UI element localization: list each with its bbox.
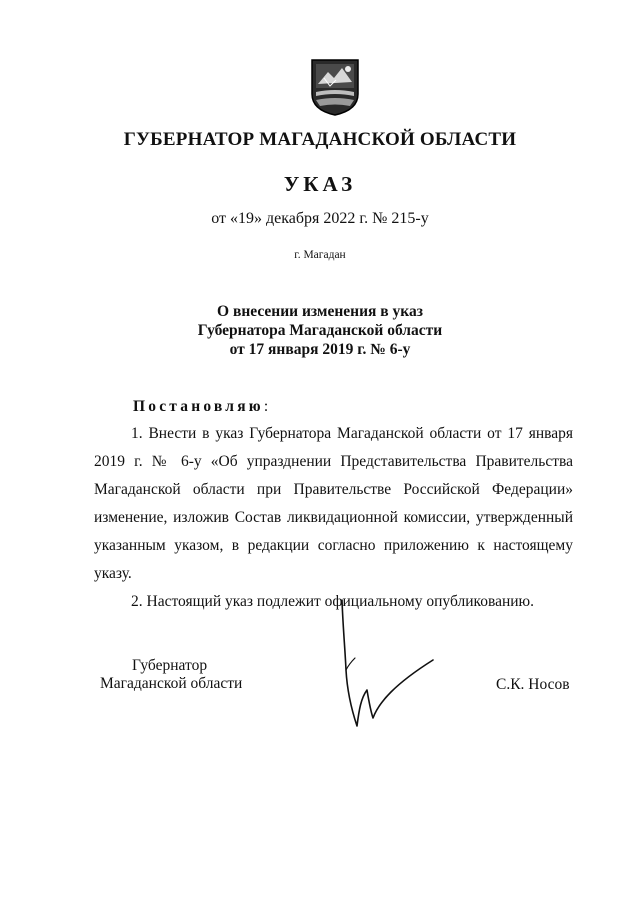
subject-line-1: О внесении изменения в указ xyxy=(217,303,423,320)
coat-of-arms-icon xyxy=(310,58,360,116)
signer-position-line-1: Губернатор xyxy=(132,657,208,674)
signer-position-line-2: Магаданской области xyxy=(100,675,243,692)
place-of-issue: г. Магадан xyxy=(294,249,346,261)
paragraph-1: 1. Внести в указ Губернатора Магаданской области от 17 января 2019 г. № 6-у «Об упразднении Представительства Правительства Магаданской области при Правительстве Российской Федерации» изменение, изложив Состав ликвидационной комиссии, утвержденный указанным указом, в редакции согласно приложению к настоящему указу. xyxy=(94,425,573,582)
subject-line-2: Губернатора Магаданской области xyxy=(197,322,443,339)
issuing-authority: ГУБЕРНАТОР МАГАДАНСКОЙ ОБЛАСТИ xyxy=(123,129,517,150)
document-subject xyxy=(0,302,640,359)
decree-word-text: Постановляю xyxy=(133,398,264,415)
signer-name: С.К. Носов xyxy=(496,676,570,693)
subject-line-3: от 17 января 2019 г. № 6-у xyxy=(229,341,411,358)
decree-word-colon: : xyxy=(263,398,269,415)
decree-word xyxy=(133,398,268,416)
date-and-number: от «19» декабря 2022 г. № 215-у xyxy=(211,210,429,227)
paragraph-2: 2. Настоящий указ подлежит официальному опубликованию. xyxy=(131,593,535,610)
handwritten-signature xyxy=(335,598,440,733)
document-type: УКАЗ xyxy=(283,172,357,196)
document-body xyxy=(94,420,573,616)
